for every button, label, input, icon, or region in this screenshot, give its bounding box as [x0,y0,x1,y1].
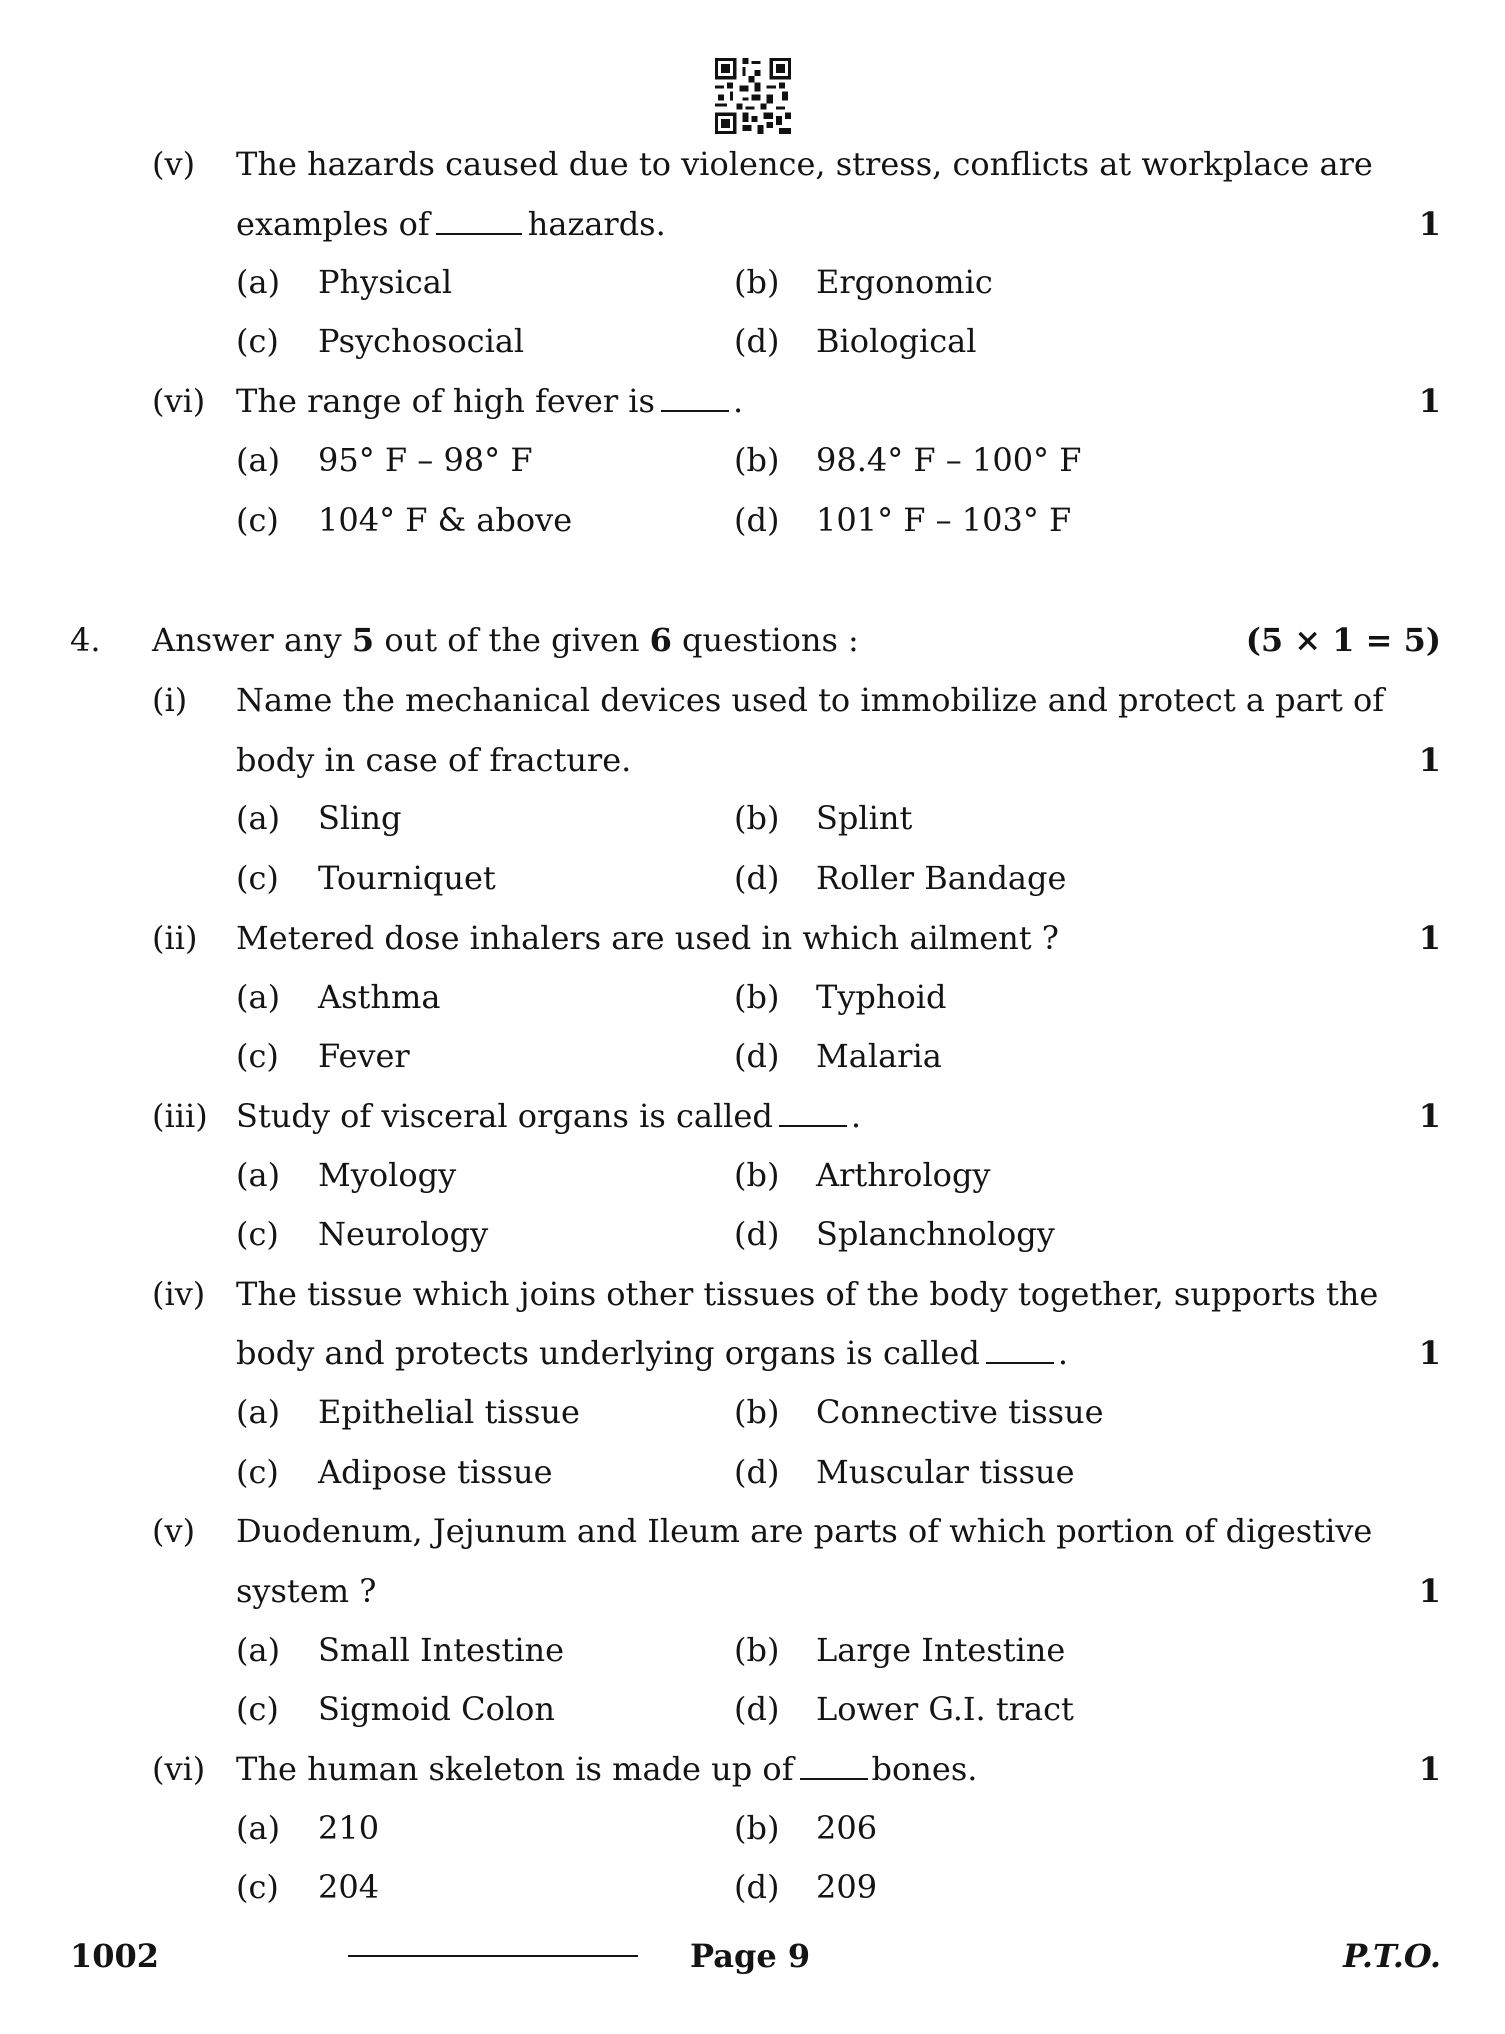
answer-blank [436,229,522,235]
option-label: (a) [236,263,281,301]
option-text: Lower G.I. tract [816,1690,1074,1728]
option-text: Adipose tissue [318,1453,553,1491]
option-label: (d) [734,859,780,897]
option-label: (d) [734,1868,780,1906]
question-number: (iv) [152,1275,206,1313]
option-text: Myology [318,1156,457,1194]
option-text: 204 [318,1868,380,1906]
option-text: Malaria [816,1037,942,1075]
option-text: Sigmoid Colon [318,1690,555,1728]
qr-code-icon [714,58,792,134]
option-label: (b) [734,1393,780,1431]
option-text: Physical [318,263,453,301]
option-text: 98.4° F – 100° F [816,441,1082,479]
question-mark: 1 [1418,919,1441,957]
option-text: 95° F – 98° F [318,441,533,479]
question-text: Metered dose inhalers are used in which ailment ? [236,919,1059,957]
option-text: Neurology [318,1215,489,1253]
question-text: Study of visceral organs is called . [236,1097,861,1135]
option-text: Connective tissue [816,1393,1104,1431]
option-text: Typhoid [816,978,947,1016]
option-text: Ergonomic [816,263,993,301]
option-text: 206 [816,1809,878,1847]
question-number: (vi) [152,1750,206,1788]
option-text: 210 [318,1809,380,1847]
option-label: (b) [734,799,780,837]
question-number: (vi) [152,382,206,420]
option-label: (b) [734,978,780,1016]
page-number: Page 9 [690,1937,811,1975]
question-mark: 1 [1418,1572,1441,1610]
question-mark: 1 [1418,1334,1441,1372]
option-label: (d) [734,1037,780,1075]
section-marks: (5 × 1 = 5) [1245,621,1441,659]
question-text: The human skeleton is made up of bones. [236,1750,978,1788]
option-label: (b) [734,1809,780,1847]
option-label: (b) [734,1156,780,1194]
option-text: Arthrology [816,1156,991,1194]
option-label: (d) [734,501,780,539]
question-text: The range of high fever is . [236,382,744,420]
option-label: (a) [236,799,281,837]
option-label: (c) [236,859,279,897]
option-text: Asthma [318,978,441,1016]
option-label: (b) [734,263,780,301]
question-number: (v) [152,145,196,183]
option-text: Fever [318,1037,410,1075]
answer-blank [800,1774,868,1780]
pto-label: P.T.O. [1343,1937,1441,1975]
option-label: (c) [236,1037,279,1075]
option-text: Splanchnology [816,1215,1055,1253]
answer-blank [661,406,729,412]
option-label: (c) [236,322,279,360]
option-label: (d) [734,1690,780,1728]
option-text: Large Intestine [816,1631,1066,1669]
question-number: (v) [152,1512,196,1550]
question-text: system ? [236,1572,377,1610]
answer-blank [779,1121,847,1127]
option-text: Psychosocial [318,322,525,360]
section-instruction: Answer any 5 out of the given 6 questions : [152,621,859,659]
question-number: (ii) [152,919,198,957]
option-label: (a) [236,1393,281,1431]
question-mark: 1 [1418,741,1441,779]
question-text: The hazards caused due to violence, stress, conflicts at workplace are [236,145,1373,183]
footer-divider [348,1955,638,1957]
option-label: (c) [236,1453,279,1491]
option-text: Tourniquet [318,859,496,897]
option-label: (c) [236,1868,279,1906]
paper-code: 1002 [70,1937,160,1975]
option-text: 209 [816,1868,878,1906]
option-label: (c) [236,1215,279,1253]
option-label: (b) [734,441,780,479]
option-text: Sling [318,799,402,837]
question-text: Duodenum, Jejunum and Ileum are parts of which portion of digestive [236,1512,1373,1550]
question-mark: 1 [1418,205,1441,243]
question-mark: 1 [1418,1097,1441,1135]
option-label: (a) [236,1631,281,1669]
section-number: 4. [70,621,101,659]
answer-blank [986,1358,1054,1364]
option-text: 104° F & above [318,501,573,539]
option-text: Biological [816,322,977,360]
option-label: (a) [236,978,281,1016]
option-label: (a) [236,1809,281,1847]
option-label: (c) [236,501,279,539]
option-label: (a) [236,441,281,479]
question-number: (iii) [152,1097,208,1135]
option-label: (a) [236,1156,281,1194]
question-text: body and protects underlying organs is called . [236,1334,1069,1372]
question-text: The tissue which joins other tissues of the body together, supports the [236,1275,1379,1313]
question-mark: 1 [1418,1750,1441,1788]
question-text: body in case of fracture. [236,741,632,779]
option-label: (c) [236,1690,279,1728]
question-mark: 1 [1418,382,1441,420]
option-text: Splint [816,799,913,837]
option-text: Muscular tissue [816,1453,1075,1491]
question-number: (i) [152,681,188,719]
option-label: (d) [734,322,780,360]
option-text: 101° F – 103° F [816,501,1072,539]
option-label: (d) [734,1453,780,1491]
option-text: Small Intestine [318,1631,565,1669]
option-label: (b) [734,1631,780,1669]
question-text: examples of hazards. [236,205,666,243]
option-text: Roller Bandage [816,859,1067,897]
option-label: (d) [734,1215,780,1253]
option-text: Epithelial tissue [318,1393,580,1431]
question-text: Name the mechanical devices used to immobilize and protect a part of [236,681,1385,719]
